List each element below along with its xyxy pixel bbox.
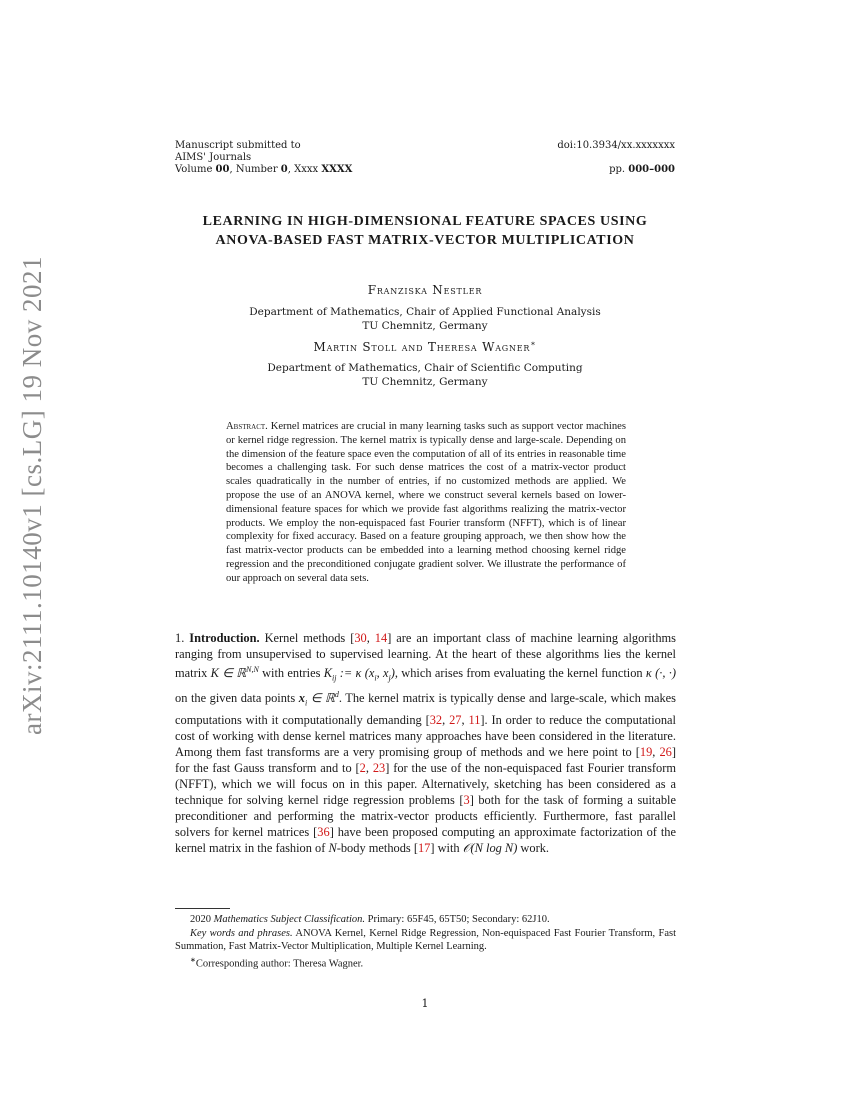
abstract-label: Abstract. <box>226 421 268 432</box>
affiliation-1: Department of Mathematics, Chair of Applied Functional Analysis TU Chemnitz, Germany <box>249 306 601 332</box>
affiliation-2: Department of Mathematics, Chair of Scientific Computing TU Chemnitz, Germany <box>267 362 583 388</box>
footnote-rule <box>175 908 230 909</box>
manuscript-note: Manuscript submitted to <box>175 140 301 151</box>
journal-name: AIMS' Journals <box>175 152 252 163</box>
page-range: pp. 000–000 <box>609 164 675 175</box>
arxiv-stamp-text: arXiv:2111.10140v1 [cs.LG] 19 Nov 2021 <box>16 255 47 735</box>
author-2: Martin Stoll and Theresa Wagner∗ <box>313 339 537 354</box>
abstract-text: Kernel matrices are crucial in many learning tasks such as support vector machines or kernel ridge regression. The kernel matrix is typically dense and large-scale. Depending on the dimension of the feature space even the computation of all of its entries in reasonable time becomes a challenging task. For such dense matrices the cost of a matrix-vector product scales quadratically in the number of entries, if no customized methods are applied. We propose the use of an ANOVA kernel, where we construct several kernels based on lower-dimensional feature spaces for which we provide fast algorithms realizing the matrix-vector products. We employ the non-equispaced fast Fourier transform (NFFT), which is of linear complexity for fixed accuracy. Based on a feature grouping approach, we then show how the fast matrix-vector products can be embedded into a learning method choosing kernel ridge regression and the preconditioned conjugate gradient solver. We illustrate the performance of our approach on several data sets. <box>226 421 626 584</box>
citation[interactable]: 36 <box>317 825 330 840</box>
section-heading: Introduction. <box>189 631 260 645</box>
citation[interactable]: 11 <box>468 712 481 727</box>
author-1: Franziska Nestler <box>367 283 483 297</box>
introduction-section: 1. Introduction. Kernel methods [30, 14] are an important class of machine learning algorithms ranging from unsupervised to supervised learning. At the heart of these algorithms lies the kernel matrix K ∈ ℝ$^{N,N}$ with entries $K_{ij}$ := κ ($x_i$, $x_j$), which arises from evaluating the kernel function κ (·, ·) on the given data points $x_i$ ∈ ℝ$^d$. The kernel matrix is typically dense and large-scale, which makes computations with it computationally demanding [32, 27, 11]. In order to reduce the computational cost of working with dense kernel matrices many approaches have been considered in the literature. Among them fast transforms are a very promising group of methods and we here point to [19, 26] for the fast Gauss transform and to [2, 23] for the use of the non-equispaced fast Fourier transform (NFFT), which we will focus on in this paper. Alternatively, sketching has been considered as a technique for solving kernel ridge regression problems [3] both for the task of forming a suitable preconditioner and performing the matrix-vector products efficiently. Furthermore, fast parallel solvers for kernel matrices [36] have been proposed computing an approximate factorization of the kernel matrix in the fashion of N-body methods [17] with 𝒪(N log N) work. <box>175 631 676 856</box>
citation[interactable]: 23 <box>372 760 386 775</box>
volume-line: Volume 00, Number 0, Xxxx XXXX <box>175 164 353 175</box>
title-line-1: LEARNING IN HIGH-DIMENSIONAL FEATURE SPACES USING <box>202 214 648 229</box>
title-line-2: ANOVA-BASED FAST MATRIX-VECTOR MULTIPLICATION <box>215 233 635 248</box>
keywords-footnote: Key words and phrases. ANOVA Kernel, Kernel Ridge Regression, Non-equispaced Fast Fourier Transform, Fast Summation, Fast Matrix-Vector Multiplication, Multiple Kernel Learning. <box>175 927 677 953</box>
citation[interactable]: 2 <box>359 760 366 775</box>
page-number: 1 <box>421 997 429 1010</box>
citation[interactable]: 19 <box>639 744 653 759</box>
doi[interactable]: doi:10.3934/xx.xxxxxxx <box>557 140 675 151</box>
citation[interactable]: 17 <box>417 841 431 856</box>
citation[interactable]: 32 <box>429 712 443 727</box>
paper-title <box>160 212 690 250</box>
doi-header <box>415 140 675 176</box>
footnotes <box>175 913 676 971</box>
arxiv-stamp <box>12 255 52 735</box>
msc-footnote: 2020 Mathematics Subject Classification. Primary: 65F45, 65T50; Secondary: 62J10. <box>190 914 550 925</box>
citation[interactable]: 14 <box>374 631 388 645</box>
citation[interactable]: 27 <box>449 712 462 727</box>
corresponding-author-footnote: ∗Corresponding author: Theresa Wagner. <box>190 955 364 970</box>
citation[interactable]: 3 <box>463 793 470 808</box>
citation[interactable]: 26 <box>659 744 672 759</box>
abstract <box>226 420 626 586</box>
citation[interactable]: 30 <box>354 631 367 645</box>
